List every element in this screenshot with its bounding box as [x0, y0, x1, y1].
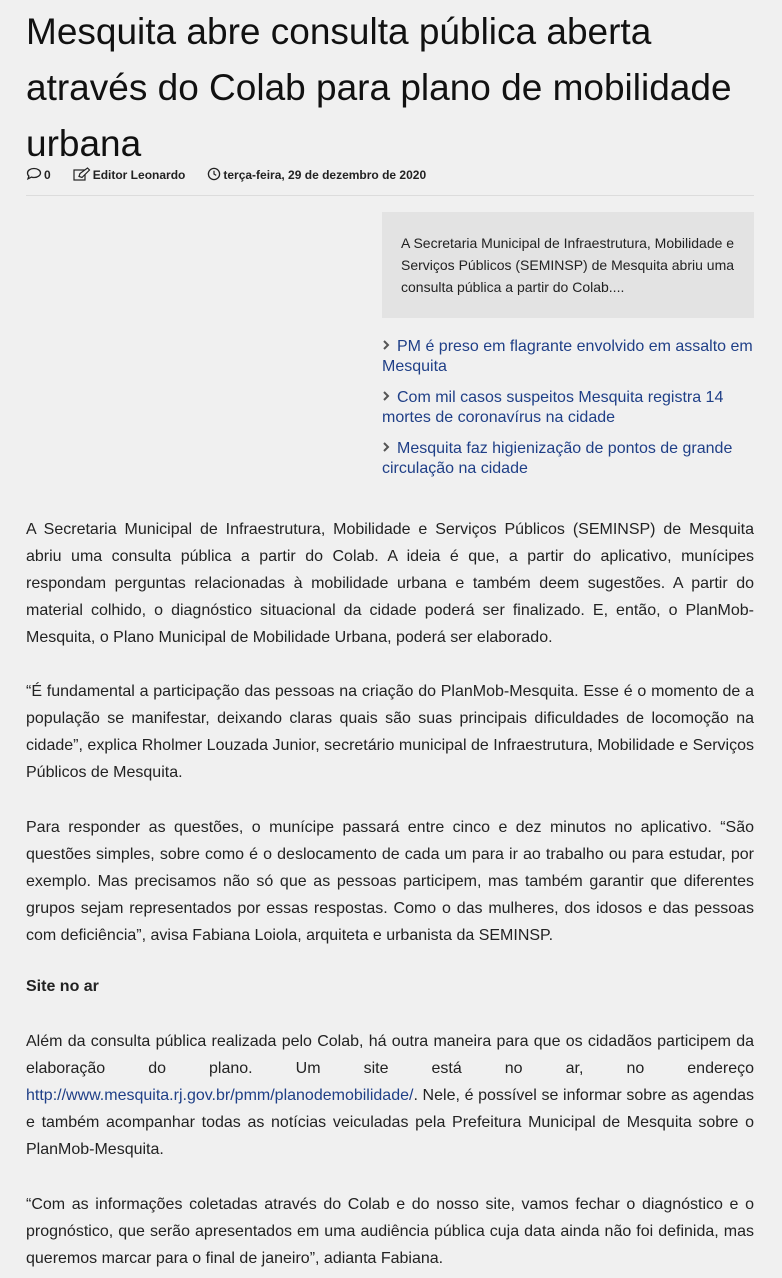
comment-icon [26, 167, 44, 183]
paragraph-text: Além da consulta pública realizada pelo Colab, há outra maneira para que os cidadãos participem da elaboração do plano. Um site está no ar, no endereço [26, 1033, 754, 1077]
related-item[interactable] [382, 387, 762, 428]
comments-count-value: 0 [44, 168, 51, 182]
publish-date [207, 167, 426, 184]
meta-divider [26, 195, 754, 196]
section-heading: Site no ar [26, 978, 99, 995]
publish-date-text: terça-feira, 29 de dezembro de 2020 [223, 168, 427, 182]
paragraph: “Com as informações coletadas através do Colab e do nosso site, vamos fechar o diagnóstico e o prognóstico, que serão apresentados em uma audiência pública cuja data ainda não foi definida, mas queremos marcar para o final de janeiro”, adianta Fabiana. [26, 1196, 754, 1267]
related-link[interactable]: Mesquita faz higienização de pontos de grande circulação na cidade [382, 440, 733, 477]
related-item[interactable] [382, 438, 762, 479]
article-excerpt: A Secretaria Municipal de Infraestrutura, Mobilidade e Serviços Públicos (SEMINSP) de Mesquita abriu uma consulta pública a partir do Colab.... [382, 212, 754, 318]
related-link[interactable]: Com mil casos suspeitos Mesquita registra 14 mortes de coronavírus na cidade [382, 389, 724, 426]
author[interactable] [73, 167, 186, 184]
article-meta [26, 166, 448, 184]
edit-icon [73, 167, 93, 184]
chevron-right-icon [382, 438, 390, 458]
article-title: Mesquita abre consulta pública aberta através do Colab para plano de mobilidade urbana [26, 11, 732, 164]
plan-website-link[interactable]: http://www.mesquita.rj.gov.br/pmm/planodemobilidade/ [26, 1087, 414, 1104]
paragraph: “É fundamental a participação das pessoas na criação do PlanMob-Mesquita. Esse é o momento de a população se manifestar, deixando claras quais são suas principais dificuldades de locomoção na cidade”, explica Rholmer Louzada Junior, secretário municipal de Infraestrutura, Mobilidade e Serviços Públicos de Mesquita. [26, 683, 754, 781]
related-links [382, 336, 762, 489]
paragraph-text: . Nele, é possível se informar sobre as agendas e também acompanhar todas as notícias veiculadas pela Prefeitura Municipal de Mesquita sobre o PlanMob-Mesquita. [26, 1087, 754, 1158]
paragraph [26, 1028, 754, 1163]
chevron-right-icon [382, 336, 390, 356]
comments-count[interactable] [26, 167, 51, 183]
clock-icon [207, 167, 223, 184]
paragraph: A Secretaria Municipal de Infraestrutura, Mobilidade e Serviços Públicos (SEMINSP) de Mesquita abriu uma consulta pública a partir do Colab. A ideia é que, a partir do aplicativo, munícipes respondam perguntas relacionadas à mobilidade urbana e também deem sugestões. A partir do material colhido, o diagnóstico situacional da cidade poderá ser finalizado. E, então, o PlanMob-Mesquita, o Plano Municipal de Mobilidade Urbana, poderá ser elaborado. [26, 521, 754, 646]
paragraph: Para responder as questões, o munícipe passará entre cinco e dez minutos no aplicativo. “São questões simples, sobre como é o deslocamento de cada um para ir ao trabalho ou para estudar, por exemplo. Mas precisamos não só que as pessoas participem, mas também garantir que diferentes grupos sejam representados por essas respostas. Como o das mulheres, dos idosos e das pessoas com deficiência”, avisa Fabiana Loiola, arquiteta e urbanista da SEMINSP. [26, 819, 754, 944]
related-item[interactable] [382, 336, 762, 377]
author-name: Editor Leonardo [92, 168, 186, 182]
related-link[interactable]: PM é preso em flagrante envolvido em assalto em Mesquita [382, 338, 753, 375]
chevron-right-icon [382, 387, 390, 407]
